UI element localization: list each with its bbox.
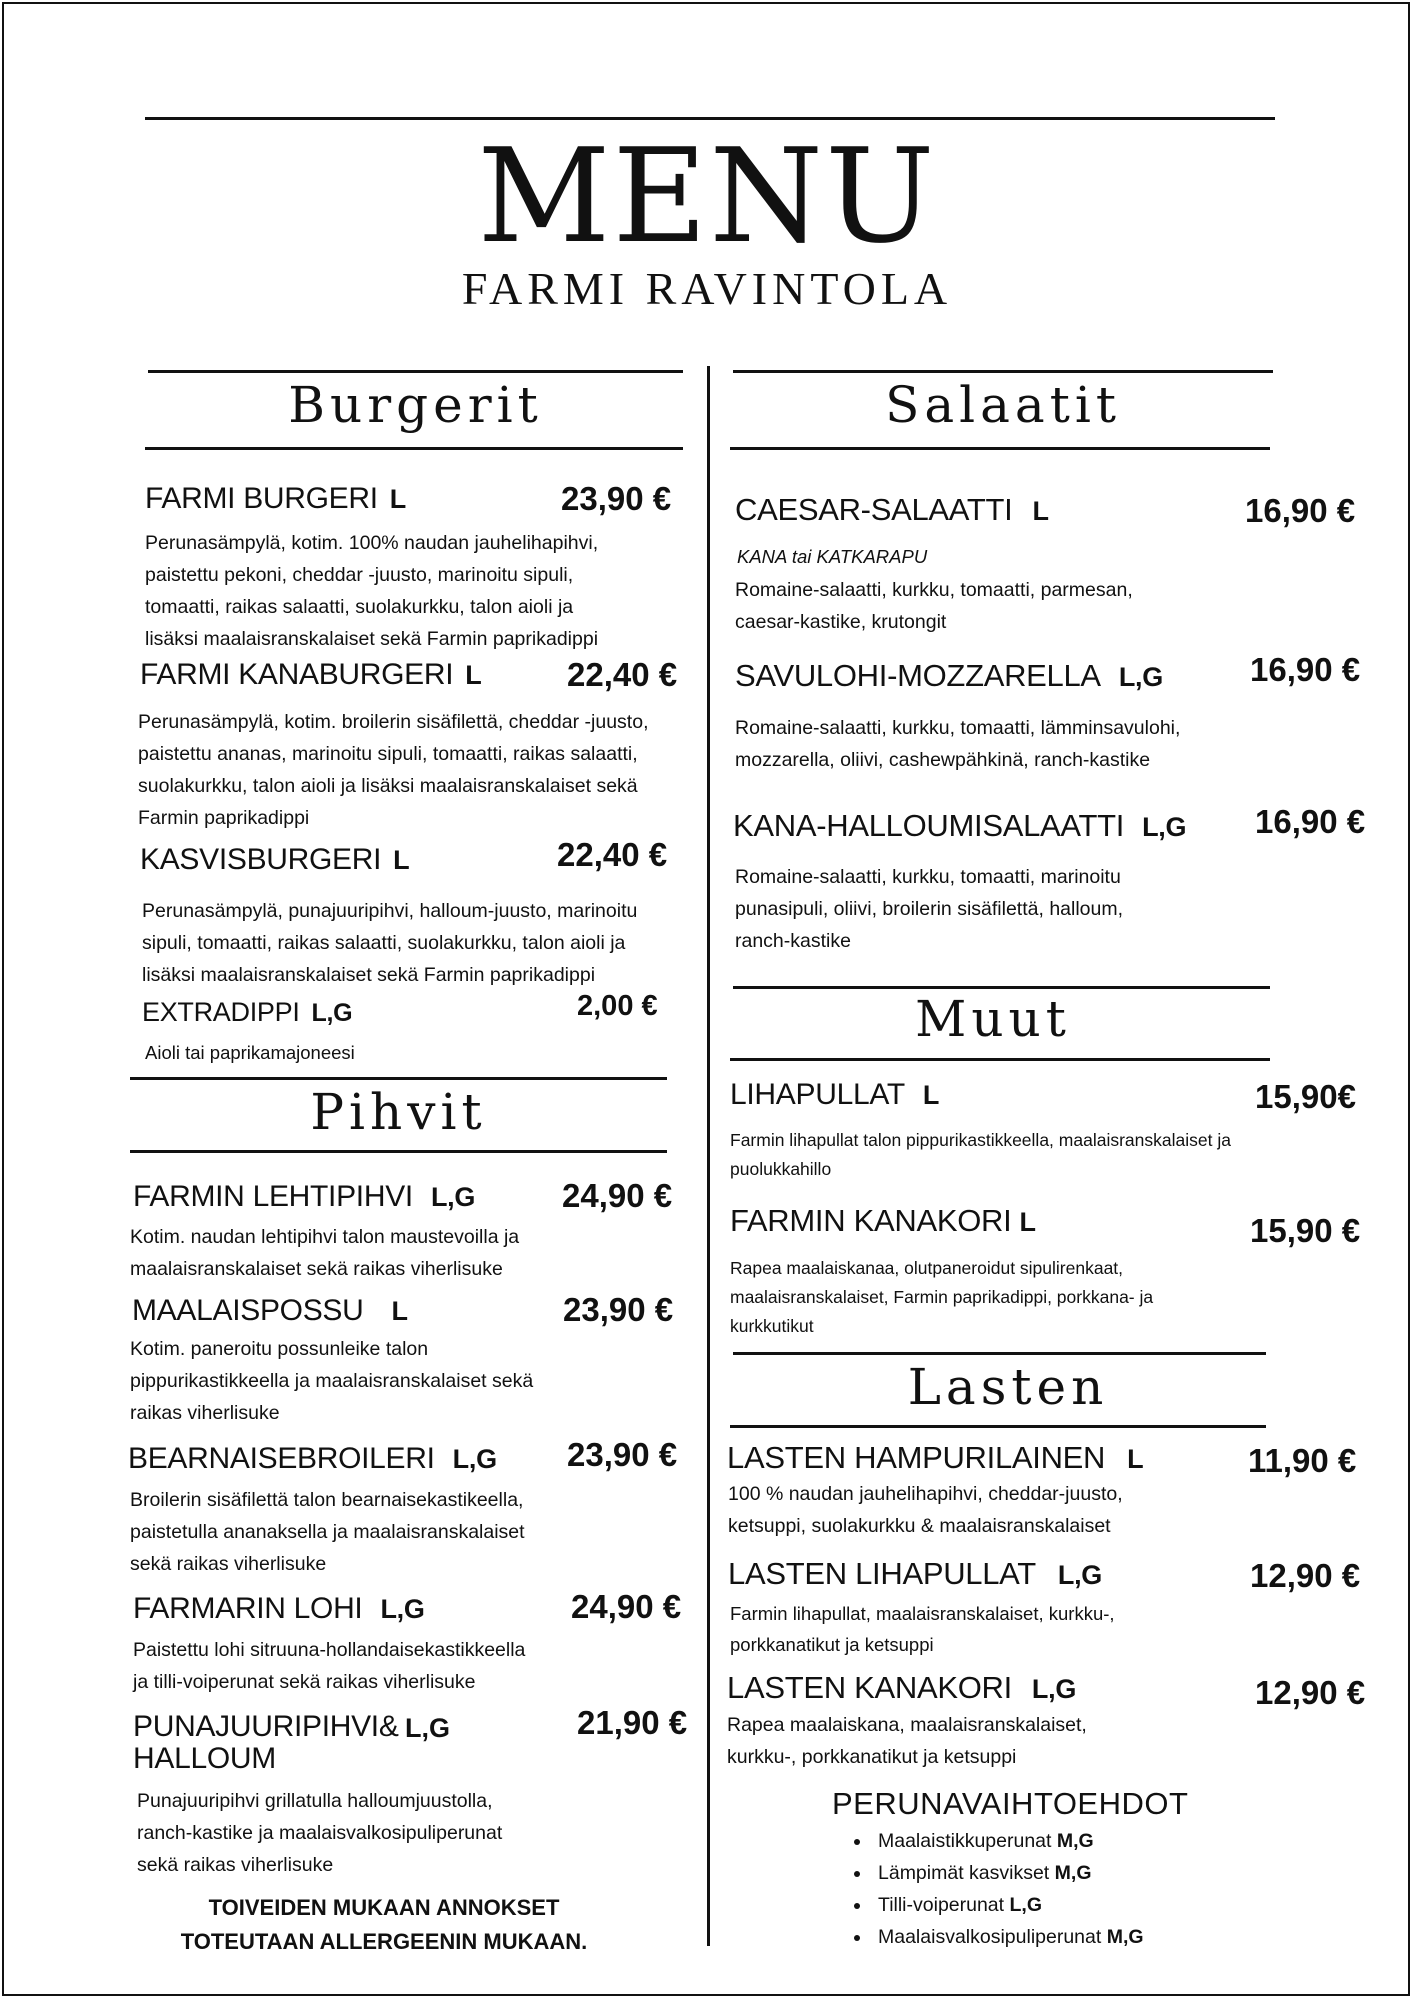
menu-item-price: 24,90 € — [571, 1588, 682, 1625]
potato-option: • Lämpimät kasvikset M,G — [872, 1857, 1144, 1889]
menu-item-description: Perunasämpylä, kotim. 100% naudan jauhelihapihvi, paistettu pekoni, cheddar -juusto, marinoitu sipuli, tomaatti, raikas salaatti, suolakurkku, talon aioli ja lisäksi maalaisranskalaiset sekä Farmin paprikadippi — [145, 532, 599, 650]
menu-item-description: Paistettu lohi sitruuna-hollandaisekastikkeella ja tilli-voiperunat sekä raikas viherlisuke — [133, 1639, 526, 1693]
allergen-tag: L,G — [311, 999, 353, 1027]
menu-item-description: Rapea maalaiskana, maalaisranskalaiset, kurkku-, porkkanatikut ja ketsuppi — [727, 1714, 1087, 1768]
menu-item-name: SAVULOHI-MOZZARELLA L,G — [735, 658, 1163, 693]
menu-item-name: FARMIN LEHTIPIHVI L,G — [133, 1180, 476, 1213]
menu-item-price: 24,90 € — [562, 1177, 673, 1214]
menu-item-price: 23,90 € — [563, 1291, 674, 1328]
menu-item-description: Farmin lihapullat, maalaisranskalaiset, kurkku-, porkkanatikut ja ketsuppi — [730, 1603, 1115, 1655]
menu-item-name: FARMI BURGERI L — [145, 482, 406, 515]
menu-item-description: Romaine-salaatti, kurkku, tomaatti, lämminsavulohi, mozzarella, oliivi, cashewpähkinä, ranch-kastike — [735, 717, 1181, 771]
column-divider — [707, 366, 710, 1946]
muut-top-rule — [733, 986, 1270, 989]
menu-item-price: 16,90 € — [1245, 492, 1356, 529]
menu-item-name: LASTEN LIHAPULLAT L,G — [728, 1556, 1102, 1591]
section-title-salaatit: Salaatit — [885, 376, 1121, 434]
menu-item-name: BEARNAISEBROILERI L,G — [128, 1442, 497, 1475]
allergen-tag: L,G — [1118, 662, 1163, 692]
menu-item-description: Broilerin sisäfilettä talon bearnaisekastikeella, paistetulla ananaksella ja maalaisranskalaiset sekä raikas viherlisuke — [130, 1489, 525, 1575]
allergen-tag: L — [389, 484, 406, 514]
menu-item-name: FARMI KANABURGERI L — [140, 658, 482, 691]
menu-item-name: PUNAJUURIPIHVI& HALLOUM — [133, 1710, 399, 1775]
allergen-tag: L,G — [1142, 812, 1187, 842]
allergen-tag: L,G — [380, 1594, 425, 1624]
menu-item-name: MAALAISPOSSU L — [132, 1294, 408, 1327]
menu-item-price: 2,00 € — [577, 990, 658, 1022]
menu-item-price: 16,90 € — [1255, 803, 1366, 840]
allergen-footer-note: TOIVEIDEN MUKAAN ANNOKSET TOTEUTAAN ALLERGEENIN MUKAAN. — [180, 1895, 588, 1954]
menu-item-description: Rapea maalaiskanaa, olutpaneroidut sipulirenkaat, maalaisranskalaiset, Farmin paprikadippi, porkkana- ja kurkkutikut — [730, 1258, 1154, 1336]
menu-item-name: FARMIN KANAKORI L — [730, 1203, 1036, 1238]
allergen-tag: L,G — [1009, 1894, 1042, 1916]
allergen-tag: L,G — [405, 1713, 450, 1743]
allergen-tag: L — [1019, 1207, 1036, 1237]
allergen-tag: L — [1127, 1444, 1144, 1474]
menu-item-price: 22,40 € — [557, 836, 668, 873]
section-title-burgerit: Burgerit — [288, 376, 543, 434]
menu-item-price: 23,90 € — [567, 1436, 678, 1473]
potato-option: • Maalaistikkuperunat M,G — [872, 1825, 1144, 1857]
menu-item-name: FARMARIN LOHI L,G — [133, 1592, 425, 1625]
burgerit-top-rule — [148, 370, 683, 373]
muut-bottom-rule — [730, 1058, 1270, 1061]
menu-item-price: 21,90 € — [577, 1704, 688, 1741]
lasten-top-rule — [733, 1352, 1266, 1355]
potato-options-title: PERUNAVAIHTOEHDOT — [832, 1786, 1189, 1821]
menu-item-description: Punajuuripihvi grillatulla halloumjuustolla, ranch-kastike ja maalaisvalkosipuliperunat sekä raikas viherlisuke — [137, 1790, 503, 1876]
allergen-tag: M,G — [1106, 1926, 1144, 1948]
page-title: MENU — [477, 120, 937, 272]
section-title-muut: Muut — [915, 990, 1071, 1048]
salaatit-bottom-rule — [730, 447, 1270, 450]
menu-item-name: KANA-HALLOUMISALAATTI L,G — [733, 808, 1187, 843]
allergen-tag: L,G — [1031, 1674, 1077, 1704]
menu-item-price: 23,90 € — [561, 480, 672, 517]
menu-item-description: Romaine-salaatti, kurkku, tomaatti, marinoitu punasipuli, oliivi, broilerin sisäfilettä, halloum, ranch-kastike — [735, 866, 1124, 952]
menu-item-description: Perunasämpylä, kotim. broilerin sisäfilettä, cheddar -juusto, paistettu ananas, marinoitu sipuli, tomaatti, raikas salaatti, suolakurkku, talon aioli ja lisäksi maalaisranskalaiset sekä Farmin paprikadippi — [138, 711, 649, 829]
menu-item-note: KANA tai KATKARAPU — [737, 546, 928, 567]
allergen-tag: L — [393, 845, 410, 875]
section-title-lasten: Lasten — [907, 1358, 1109, 1416]
menu-item-price: 22,40 € — [567, 656, 678, 693]
potato-option: • Maalaisvalkosipuliperunat M,G — [872, 1921, 1144, 1953]
menu-item-price: 16,90 € — [1250, 651, 1361, 688]
menu-item-name: LIHAPULLAT L — [730, 1078, 940, 1111]
allergen-tag: L — [922, 1080, 940, 1110]
allergen-tag: L,G — [1057, 1560, 1102, 1590]
potato-options-list — [850, 1825, 1144, 1953]
menu-item-description: 100 % naudan jauhelihapihvi, cheddar-juusto, ketsuppi, suolakurkku & maalaisranskalaiset — [728, 1483, 1123, 1537]
allergen-tag: L,G — [430, 1182, 476, 1212]
menu-item-name: LASTEN KANAKORI L,G — [727, 1670, 1077, 1705]
menu-item-price: 15,90 € — [1250, 1212, 1361, 1249]
menu-item-description: Kotim. paneroitu possunleike talon pippurikastikkeella ja maalaisranskalaiset sekä raikas viherlisuke — [130, 1338, 534, 1424]
menu-item-name: CAESAR-SALAATTI L — [735, 492, 1049, 527]
menu-item-price: 12,90 € — [1255, 1674, 1366, 1711]
restaurant-name: FARMI RAVINTOLA — [461, 263, 953, 314]
burgerit-bottom-rule — [145, 447, 683, 450]
menu-item-description: Perunasämpylä, punajuuripihvi, halloum-juusto, marinoitu sipuli, tomaatti, raikas salaatti, suolakurkku, talon aioli ja lisäksi maalaisranskalaiset sekä Farmin paprikadippi — [142, 900, 638, 986]
section-title-pihvit: Pihvit — [310, 1083, 487, 1141]
allergen-tag: M,G — [1054, 1862, 1092, 1884]
menu-item-description: Kotim. naudan lehtipihvi talon maustevoilla ja maalaisranskalaiset sekä raikas viherlisuke — [130, 1226, 520, 1280]
menu-item-name: LASTEN HAMPURILAINEN L — [727, 1440, 1144, 1475]
salaatit-top-rule — [733, 370, 1273, 373]
potato-option: • Tilli-voiperunat L,G — [872, 1889, 1144, 1921]
menu-item-name: EXTRADIPPI L,G — [142, 997, 353, 1027]
menu-item-description: Farmin lihapullat talon pippurikastikkeella, maalaisranskalaiset ja puolukkahillo — [730, 1130, 1231, 1179]
allergen-tag: M,G — [1056, 1830, 1094, 1852]
menu-item-price: 15,90€ — [1255, 1078, 1356, 1115]
pihvit-top-rule — [130, 1077, 667, 1080]
allergen-tag: L — [1032, 496, 1049, 526]
menu-item-price: 11,90 € — [1248, 1442, 1357, 1479]
lasten-bottom-rule — [730, 1425, 1266, 1428]
menu-item-price: 12,90 € — [1250, 1557, 1361, 1594]
menu-item-description: Romaine-salaatti, kurkku, tomaatti, parmesan, caesar-kastike, krutongit — [735, 579, 1133, 633]
menu-item-description: Aioli tai paprikamajoneesi — [145, 1042, 355, 1063]
allergen-tag: L — [465, 660, 482, 690]
allergen-tag: L,G — [452, 1444, 497, 1474]
pihvit-bottom-rule — [130, 1150, 667, 1153]
menu-item-name: KASVISBURGERI L — [140, 843, 410, 876]
allergen-tag: L — [391, 1296, 408, 1326]
